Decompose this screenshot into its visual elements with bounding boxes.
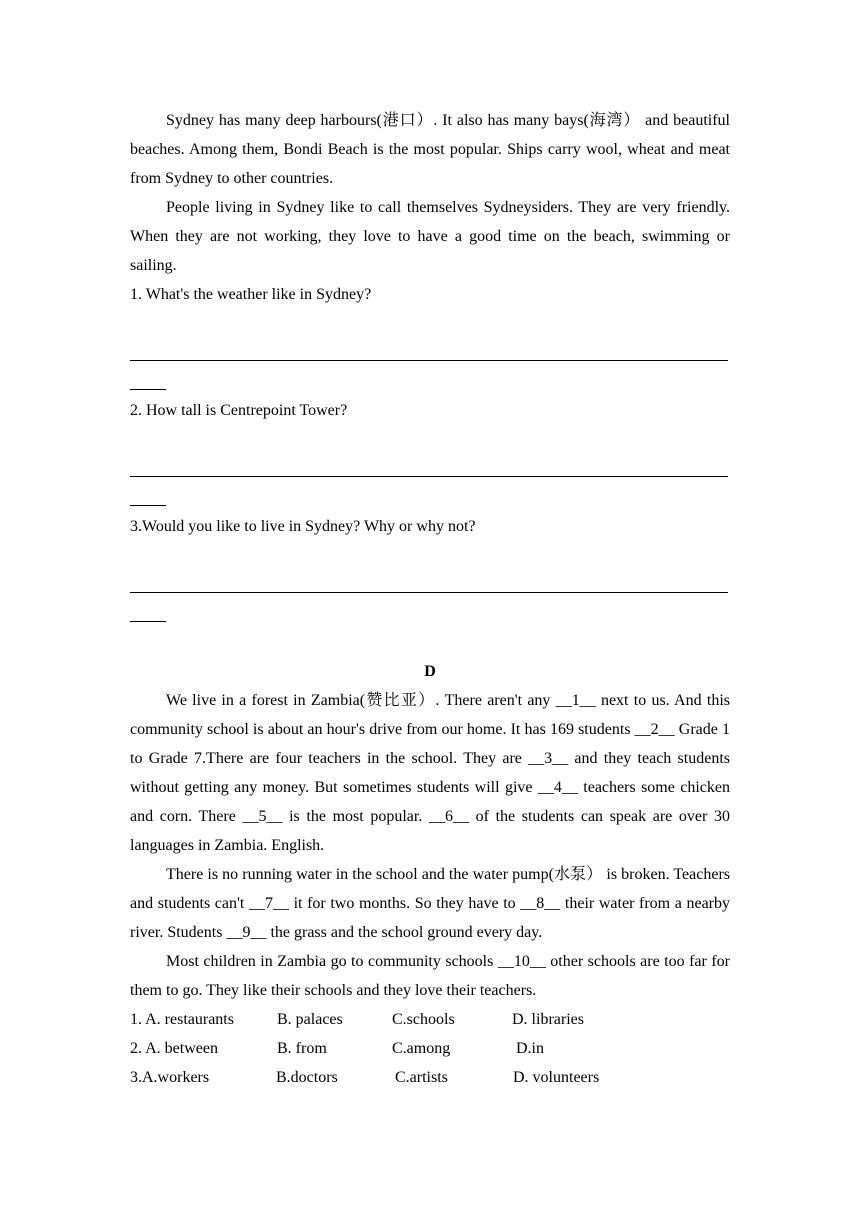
section-title-d: D [424,663,436,680]
answer-line-2 [130,454,730,483]
paragraph-zambia-school: We live in a forest in Zambia(赞比亚）. There aren't any __1__ next to us. And this community school is about an hour's drive from our home. It has 169 students __2__ Grade 1 to Grade 7.There are four teachers in the school. They are __3__ and they teach students without getting any money. But sometimes students will give __4__ teachers some chicken and corn. There __5__ is the most popular. __6__ of the students can speak are over 30 languages in Zambia. English. [130,692,730,854]
option-2c: C.among [392,1040,451,1057]
paragraph-community-schools: Most children in Zambia go to community schools __10__ other schools are too far for them to go. They like their schools and they love their teachers. [130,953,730,999]
option-2d: D.in [516,1040,544,1057]
option-3a: 3.A.workers [130,1069,210,1086]
option-1c: C.schools [392,1011,455,1028]
answer-line-3-continued [130,599,166,628]
answer-line-1 [130,338,730,367]
options-row-2 [130,1034,730,1063]
options-row-3 [130,1063,730,1092]
paragraph-sydneysiders: People living in Sydney like to call themselves Sydneysiders. They are very friendly. When they are not working, they love to have a good time on the beach, swimming or sailing. [130,199,730,274]
options-row-1 [130,1005,730,1034]
spacer [130,309,730,338]
question-1: 1. What's the weather like in Sydney? [130,286,372,303]
spacer [130,541,730,570]
option-3d: D. volunteers [513,1069,600,1086]
answer-line-1-continued [130,367,166,396]
option-1b: B. palaces [277,1011,343,1028]
paragraph-water-pump: There is no running water in the school and the water pump(水泵） is broken. Teachers and students can't __7__ it for two months. So they have to __8__ their water from a nearby river. Students __9__ the grass and the school ground every day. [130,866,730,941]
document-page [130,106,730,1092]
option-1a: 1. A. restaurants [130,1011,234,1028]
option-3c: C.artists [395,1069,448,1086]
question-2: 2. How tall is Centrepoint Tower? [130,402,348,419]
option-1d: D. libraries [512,1011,584,1028]
option-2b: B. from [277,1040,327,1057]
answer-line-3 [130,570,730,599]
question-3: 3.Would you like to live in Sydney? Why or why not? [130,518,476,535]
paragraph-sydney-harbours: Sydney has many deep harbours(港口）. It also has many bays(海湾） and beautiful beaches. Among them, Bondi Beach is the most popular. Ships carry wool, wheat and meat from Sydney to other countries. [130,112,730,187]
option-2a: 2. A. between [130,1040,218,1057]
spacer [130,628,730,657]
spacer [130,425,730,454]
answer-line-2-continued [130,483,166,512]
option-3b: B.doctors [276,1069,338,1086]
